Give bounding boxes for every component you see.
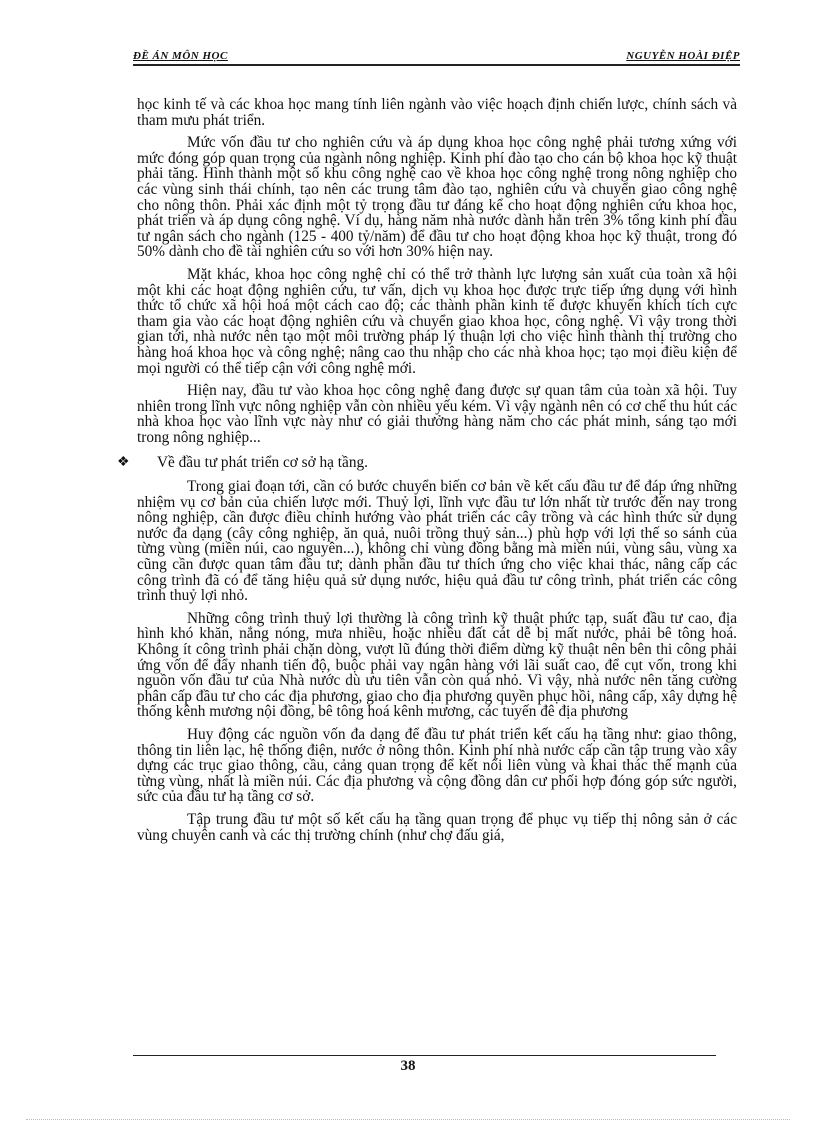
header-right-author: NGUYỄN HOÀI ĐIỆP bbox=[626, 50, 740, 62]
paragraph: Hiện nay, đầu tư vào khoa học công nghệ đang được sự quan tâm của toàn xã hội. Tuy nhiên trong lĩnh vực nông nghiệp vẫn còn nhiều yếu kém. Vì vậy ngành nên có cơ chế thu hút các nhà khoa học vào lĩnh vực này như có giải thưởng hàng năm cho các phát minh, sáng tạo mới trong nông nghiệp... bbox=[137, 382, 737, 446]
four-diamond-bullet-icon: ❖ bbox=[117, 455, 130, 471]
header-divider bbox=[133, 64, 740, 66]
paragraph: Tập trung đầu tư một số kết cấu hạ tầng quan trọng để phục vụ tiếp thị nông sản ở các vùng chuyên canh và các thị trường chính (như chợ đấu giá, bbox=[137, 810, 737, 844]
paragraph: Huy động các nguồn vốn đa dạng để đầu tư phát triển kết cấu hạ tầng như: giao thông, thông tin liên lạc, hệ thống điện, nước ở nông thôn. Kinh phí nhà nước cấp cần tập trung vào xây dựng các trục giao thông, cầu, cảng quan trọng để kết nối liên vùng và khai thác thế mạnh của từng vùng, nhất là miền núi. Các địa phương và cộng đồng dân cư phối hợp đóng góp sức người, sức của đầu tư hạ tầng cơ sở. bbox=[137, 725, 737, 806]
paragraph: học kinh tế và các khoa học mang tính liên ngành vào việc hoạch định chiến lược, chính sách và tham mưu phát triển. bbox=[137, 96, 737, 129]
header-left-title: ĐỀ ÁN MÔN HỌC bbox=[133, 50, 228, 62]
section-title: Về đầu tư phát triển cơ sở hạ tầng. bbox=[157, 454, 368, 472]
paragraph: Trong giai đoạn tới, cần có bước chuyển biến cơ bản về kết cấu đầu tư để đáp ứng những nhiệm vụ cơ bản của chiến lược mới. Thuỷ lợi, lĩnh vực đầu tư lớn nhất từ trước đến nay trong nông nghiệp, cần được điều chỉnh hướng vào phát triển các cây trồng và các hình thức sử dụng nước đa dạng (cây công nghiệp, ăn quả, nuôi trồng thuỷ sản...) phù hợp với lợi thế so sánh của từng vùng (miền núi, cao nguyên...), không chỉ vùng đồng bằng mà miền núi, vùng sâu, vùng xa cũng cần được quan tâm đầu tư; dành phần đầu tư thích ứng cho việc khai thác, nâng cấp các công trình đã có để tăng hiệu quả sử dụng nước, hiệu quả đầu tư công trình, phát triển các công trình thuỷ lợi nhỏ. bbox=[137, 478, 737, 605]
paragraph: Mặt khác, khoa học công nghệ chỉ có thể trở thành lực lượng sản xuất của toàn xã hội một khi các hoạt động nghiên cứu, tư vấn, dịch vụ khoa học được trực tiếp ứng dụng với hình thức tổ chức xã hội hoá một cách cao độ; các thành phần kinh tế được khuyến khích tích cực tham gia vào các hoạt động nghiên cứu và chuyển giao khoa học, công nghệ. Vì vậy trong thời gian tới, nhà nước nên tạo một môi trường pháp lý thuận lợi cho việc hình thành thị trường cho hàng hoá khoa học và công nghệ; nâng cao thu nhập cho các nhà khoa học; tạo mọi điều kiện để mọi người có thể tiếp cận với công nghệ mới. bbox=[137, 265, 737, 377]
section-heading bbox=[117, 455, 737, 471]
page-number: 38 bbox=[400, 1058, 416, 1074]
paragraph: Những công trình thuỷ lợi thường là công trình kỹ thuật phức tạp, suất đầu tư cao, địa hình khó khăn, nắng nóng, mưa nhiều, hoặc nhiều đất cát dễ bị mất nước, phải bê tông hoá. Không ít công trình phải chặn dòng, vượt lũ đúng thời điểm dừng kỹ thuật nên bên thi công phải ứng vốn để đẩy nhanh tiến độ, buộc phải vay ngân hàng với lãi suất cao, để cụt vốn, trong khi nguồn vốn đầu tư của Nhà nước dù ưu tiên vẫn còn quá nhỏ. Vì vậy, nhà nước nên tăng cường phân cấp đầu tư cho các địa phương, giao cho địa phương quyền phục hồi, nâng cấp, xây dựng hệ thống kênh mương nội đồng, bê tông hoá kênh mương, các tuyến đê địa phương bbox=[137, 609, 737, 721]
page-edge-dotted-line bbox=[26, 1119, 790, 1120]
paragraph: Mức vốn đầu tư cho nghiên cứu và áp dụng khoa học công nghệ phải tương xứng với mức đóng góp quan trọng của ngành nông nghiệp. Kinh phí đào tạo cho cán bộ khoa học kỹ thuật phải tăng. Hình thành một số khu công nghệ cao về khoa học công nghệ trong nông nghiệp cho các vùng sinh thái chính, tạo nên các trung tâm đào tạo, nghiên cứu và chuyển giao công nghệ cho nông thôn. Phải xác định một tỷ trọng đầu tư đáng kể cho hoạt động nghiên cứu khoa học, phát triển và áp dụng công nghệ. Ví dụ, hàng năm nhà nước dành hẳn trên 3% tổng kinh phí đầu tư ngân sách cho ngành (125 - 400 tỷ/năm) để đầu tư cho hoạt động khoa học kỹ thuật, trong đó 50% dành cho đề tài nghiên cứu so với hơn 30% hiện nay. bbox=[137, 134, 737, 261]
footer-divider bbox=[133, 1055, 716, 1056]
document-body bbox=[117, 96, 737, 850]
